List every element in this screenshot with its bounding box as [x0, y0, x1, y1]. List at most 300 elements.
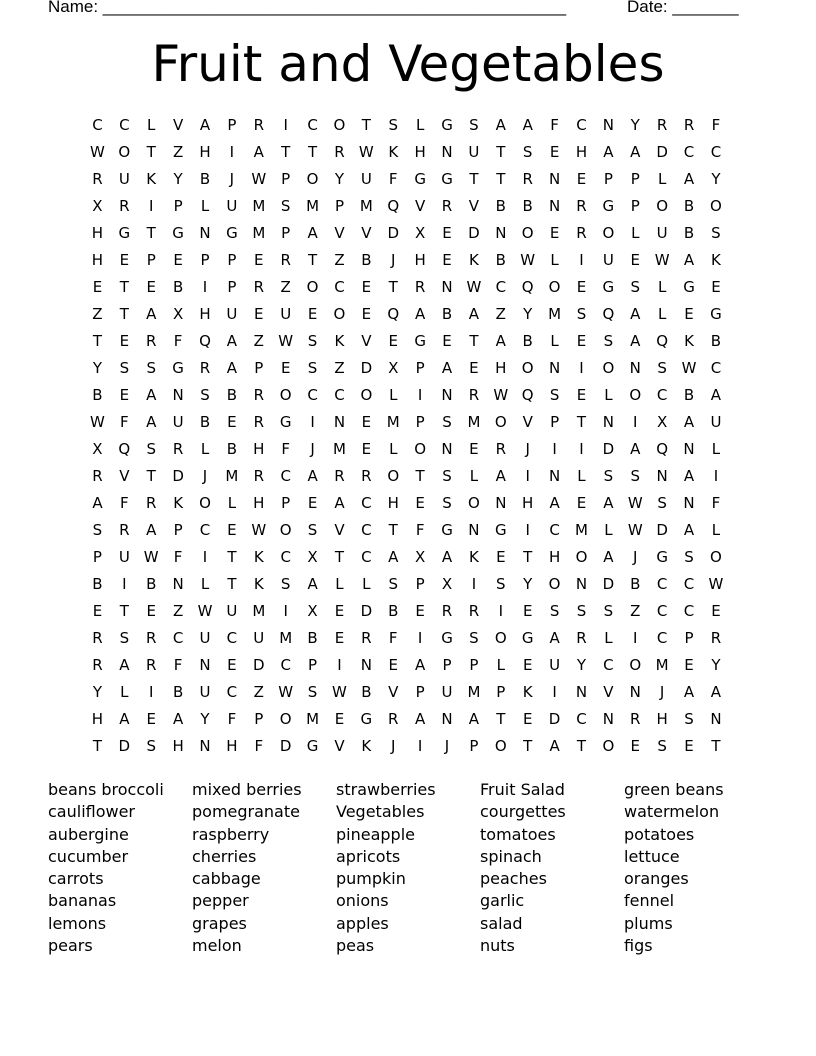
grid-letter: R — [630, 709, 641, 728]
grid-letter: O — [521, 358, 534, 377]
grid-letter: L — [389, 385, 398, 404]
grid-letter: T — [307, 250, 318, 269]
grid-letter: E — [549, 223, 560, 242]
grid-letter: O — [710, 196, 722, 215]
grid-letter: C — [549, 520, 560, 539]
grid-letter: R — [146, 493, 157, 512]
grid-letter: R — [146, 655, 157, 674]
grid-letter: K — [711, 250, 721, 269]
grid-letter: I — [122, 574, 127, 593]
grid-letter: F — [173, 655, 183, 674]
grid-letter: G — [279, 412, 292, 431]
grid-letter: S — [684, 547, 694, 566]
grid-letter: Y — [711, 169, 721, 188]
grid-letter: I — [525, 466, 530, 485]
date-field-label: Date: _______ — [627, 0, 739, 16]
grid-letter: D — [118, 736, 131, 755]
grid-letter: A — [307, 466, 318, 485]
grid-letter: L — [496, 655, 505, 674]
grid-letter: R — [253, 412, 264, 431]
grid-letter: M — [467, 412, 481, 431]
grid-letter: A — [307, 223, 318, 242]
word-list-item: apricots — [336, 846, 401, 866]
grid-letter: S — [549, 601, 560, 620]
word-list-item: melon — [192, 936, 242, 956]
word-list-column — [192, 779, 336, 957]
grid-letter: O — [602, 223, 615, 242]
grid-letter: S — [576, 601, 587, 620]
grid-letter: H — [226, 736, 238, 755]
word-list-item: courgettes — [480, 802, 566, 822]
grid-letter: N — [548, 466, 561, 485]
grid-letter: E — [92, 601, 103, 620]
word-list-item: strawberries — [336, 780, 436, 799]
grid-letter: K — [684, 331, 694, 350]
grid-letter: S — [119, 358, 130, 377]
grid-letter: L — [711, 520, 721, 539]
grid-row — [84, 489, 734, 516]
grid-letter: O — [279, 385, 292, 404]
word-list-column — [480, 779, 624, 957]
grid-letter: E — [576, 493, 587, 512]
grid-letter: B — [199, 169, 211, 188]
grid-letter: C — [334, 385, 345, 404]
grid-letter: T — [388, 520, 398, 539]
grid-letter: E — [334, 628, 345, 647]
grid-row — [84, 219, 734, 246]
grid-letter: R — [334, 142, 345, 161]
grid-letter: F — [711, 493, 721, 512]
grid-letter: R — [92, 655, 103, 674]
grid-letter: M — [386, 412, 400, 431]
grid-letter: Y — [630, 115, 640, 134]
grid-letter: E — [334, 709, 345, 728]
grid-letter: E — [388, 655, 398, 674]
grid-letter: I — [633, 628, 638, 647]
grid-letter: S — [496, 574, 506, 593]
grid-letter: K — [334, 331, 345, 350]
grid-letter: W — [708, 574, 724, 593]
grid-letter: A — [549, 493, 560, 512]
grid-letter: H — [548, 547, 561, 566]
grid-letter: W — [278, 682, 294, 701]
grid-letter: A — [415, 304, 426, 323]
grid-letter: E — [522, 655, 533, 674]
grid-letter: W — [90, 412, 105, 431]
grid-letter: I — [149, 196, 154, 215]
word-list-item: figs — [624, 936, 653, 956]
grid-letter: J — [659, 682, 665, 701]
grid-letter: R — [119, 520, 130, 539]
grid-letter: R — [522, 169, 533, 188]
grid-letter: C — [172, 628, 184, 647]
grid-letter: I — [713, 466, 719, 485]
grid-letter: S — [603, 601, 614, 620]
grid-letter: H — [656, 709, 668, 728]
grid-letter: E — [361, 439, 372, 458]
grid-letter: M — [655, 655, 669, 674]
grid-letter: I — [310, 412, 315, 431]
grid-letter: O — [306, 277, 319, 296]
grid-letter: I — [337, 655, 342, 674]
grid-letter: E — [146, 709, 156, 728]
grid-letter: M — [359, 196, 373, 215]
grid-letter: F — [711, 115, 721, 134]
grid-letter: E — [469, 439, 479, 458]
grid-letter: W — [520, 250, 536, 269]
grid-letter: G — [441, 628, 453, 647]
grid-letter: X — [414, 223, 426, 242]
grid-letter: L — [604, 520, 613, 539]
grid-letter: U — [710, 412, 722, 431]
grid-letter: E — [388, 331, 398, 350]
grid-letter: D — [656, 142, 668, 161]
grid-letter: A — [226, 358, 238, 377]
grid-letter: D — [172, 466, 184, 485]
grid-letter: U — [549, 655, 561, 674]
grid-letter: A — [630, 142, 641, 161]
grid-letter: O — [306, 169, 319, 188]
grid-letter: A — [388, 547, 399, 566]
grid-letter: P — [92, 547, 102, 566]
grid-letter: A — [630, 439, 641, 458]
grid-letter: K — [253, 547, 264, 566]
grid-letter: O — [387, 466, 400, 485]
grid-letter: P — [281, 493, 291, 512]
grid-letter: B — [199, 412, 211, 431]
grid-row — [84, 300, 734, 327]
grid-letter: V — [415, 196, 426, 215]
grid-letter: R — [388, 709, 399, 728]
grid-letter: Q — [521, 277, 534, 296]
grid-letter: L — [657, 304, 667, 323]
grid-letter: S — [630, 466, 641, 485]
grid-letter: W — [197, 601, 213, 620]
grid-letter: E — [119, 250, 130, 269]
grid-letter: B — [683, 223, 695, 242]
grid-letter: D — [602, 574, 615, 593]
grid-letter: T — [496, 142, 506, 161]
grid-letter: N — [172, 385, 184, 404]
grid-letter: U — [199, 682, 211, 701]
grid-letter: I — [202, 547, 208, 566]
grid-letter: M — [252, 196, 266, 215]
grid-letter: M — [467, 682, 481, 701]
grid-letter: N — [333, 412, 346, 431]
word-list-item: pears — [48, 936, 93, 956]
word-list-item: watermelon — [624, 802, 720, 822]
grid-letter: D — [360, 601, 373, 620]
grid-letter: J — [229, 169, 235, 188]
grid-letter: E — [361, 412, 372, 431]
grid-letter: X — [307, 601, 318, 620]
grid-letter: U — [253, 628, 265, 647]
grid-letter: D — [548, 709, 561, 728]
grid-letter: O — [118, 142, 131, 161]
grid-letter: P — [254, 709, 264, 728]
grid-letter: H — [172, 736, 184, 755]
word-list-item: green beans — [624, 780, 724, 799]
grid-letter: N — [683, 493, 695, 512]
grid-letter: I — [202, 277, 208, 296]
grid-letter: E — [522, 601, 533, 620]
grid-row — [84, 732, 734, 759]
grid-letter: U — [199, 628, 211, 647]
grid-letter: G — [172, 358, 184, 377]
grid-letter: H — [199, 142, 211, 161]
grid-letter: Z — [334, 358, 345, 377]
grid-letter: C — [280, 466, 291, 485]
grid-letter: P — [603, 169, 613, 188]
grid-letter: T — [307, 142, 318, 161]
grid-row — [84, 192, 734, 219]
grid-letter: T — [334, 547, 345, 566]
grid-letter: C — [280, 655, 291, 674]
grid-letter: N — [602, 412, 614, 431]
grid-letter: G — [494, 520, 507, 539]
grid-letter: P — [227, 250, 237, 269]
grid-letter: R — [146, 628, 157, 647]
grid-letter: Q — [118, 439, 131, 458]
word-list-item: carrots — [48, 869, 104, 889]
grid-letter: A — [172, 709, 184, 728]
grid-letter: Z — [253, 331, 264, 350]
grid-letter: L — [550, 250, 559, 269]
grid-letter: X — [414, 547, 426, 566]
grid-letter: B — [495, 196, 506, 215]
grid-letter: E — [146, 601, 156, 620]
grid-row — [84, 651, 734, 678]
grid-letter: O — [629, 655, 642, 674]
grid-letter: C — [656, 628, 668, 647]
word-list-item: apples — [336, 913, 389, 933]
grid-letter: P — [254, 358, 264, 377]
grid-letter: Q — [199, 331, 211, 350]
grid-letter: P — [496, 682, 506, 701]
word-list-item: pepper — [192, 891, 249, 911]
word-list-item: onions — [336, 891, 389, 911]
grid-letter: T — [361, 115, 371, 134]
grid-letter: O — [279, 520, 292, 539]
grid-letter: G — [306, 736, 319, 755]
grid-letter: T — [523, 736, 533, 755]
grid-letter: N — [441, 439, 453, 458]
grid-letter: L — [227, 493, 237, 512]
grid-row — [84, 354, 734, 381]
grid-letter: O — [710, 547, 722, 566]
grid-letter: R — [468, 601, 480, 620]
grid-letter: C — [334, 277, 345, 296]
grid-letter: Z — [172, 142, 184, 161]
grid-letter: Y — [92, 682, 103, 701]
grid-letter: K — [468, 547, 479, 566]
grid-letter: Z — [280, 277, 291, 296]
grid-letter: T — [146, 466, 156, 485]
grid-letter: G — [656, 547, 668, 566]
grid-letter: A — [146, 304, 157, 323]
word-list-item: pumpkin — [336, 869, 406, 889]
grid-letter: S — [442, 412, 452, 431]
grid-letter: E — [576, 331, 587, 350]
grid-letter: S — [549, 385, 560, 404]
grid-letter: O — [333, 115, 346, 134]
grid-letter: T — [92, 331, 103, 350]
grid-letter: Q — [387, 196, 400, 215]
grid-letter: I — [525, 520, 530, 539]
grid-letter: N — [656, 466, 668, 485]
grid-letter: E — [711, 277, 721, 296]
grid-letter: C — [280, 547, 291, 566]
grid-letter: N — [629, 358, 641, 377]
grid-letter: R — [119, 196, 130, 215]
grid-letter: E — [576, 169, 587, 188]
grid-letter: F — [227, 709, 237, 728]
grid-letter: R — [576, 223, 587, 242]
grid-letter: N — [495, 493, 507, 512]
grid-letter: A — [495, 331, 506, 350]
grid-letter: Y — [200, 709, 210, 728]
grid-letter: N — [441, 385, 453, 404]
grid-letter: E — [119, 331, 130, 350]
grid-letter: R — [441, 601, 453, 620]
grid-letter: P — [415, 574, 425, 593]
grid-letter: F — [388, 628, 398, 647]
grid-letter: B — [361, 682, 372, 701]
grid-letter: E — [576, 277, 587, 296]
grid-letter: C — [683, 601, 695, 620]
grid-letter: K — [361, 736, 372, 755]
grid-letter: G — [602, 196, 615, 215]
grid-letter: A — [468, 304, 480, 323]
grid-letter: X — [172, 304, 184, 323]
grid-letter: A — [710, 385, 722, 404]
grid-letter: D — [602, 439, 615, 458]
grid-letter: G — [602, 277, 615, 296]
grid-letter: V — [388, 682, 399, 701]
grid-letter: Y — [173, 169, 183, 188]
grid-letter: E — [254, 304, 264, 323]
grid-letter: T — [146, 223, 156, 242]
grid-letter: E — [442, 250, 452, 269]
grid-letter: R — [253, 277, 264, 296]
grid-letter: I — [552, 682, 557, 701]
grid-letter: N — [199, 223, 211, 242]
grid-letter: L — [415, 115, 425, 134]
grid-letter: E — [227, 520, 237, 539]
grid-letter: J — [391, 250, 396, 269]
grid-letter: O — [494, 736, 507, 755]
grid-letter: O — [629, 385, 642, 404]
grid-letter: M — [306, 196, 320, 215]
grid-letter: E — [415, 601, 425, 620]
grid-letter: O — [199, 493, 211, 512]
grid-letter: C — [576, 115, 587, 134]
grid-letter: V — [361, 223, 372, 242]
grid-letter: R — [172, 439, 184, 458]
grid-letter: N — [683, 439, 695, 458]
grid-letter: E — [684, 655, 694, 674]
grid-letter: U — [280, 304, 292, 323]
grid-letter: H — [414, 142, 426, 161]
grid-row — [84, 408, 734, 435]
word-list-item: Vegetables — [336, 802, 425, 822]
grid-letter: E — [469, 358, 479, 377]
grid-letter: T — [469, 169, 479, 188]
grid-letter: Z — [253, 682, 264, 701]
grid-letter: N — [199, 736, 211, 755]
grid-letter: W — [332, 682, 347, 701]
grid-letter: R — [92, 628, 103, 647]
grid-letter: O — [521, 223, 534, 242]
grid-letter: Z — [172, 601, 184, 620]
grid-letter: R — [576, 196, 587, 215]
grid-letter: A — [683, 682, 695, 701]
grid-letter: K — [173, 493, 184, 512]
grid-letter: A — [683, 520, 695, 539]
grid-letter: U — [226, 601, 238, 620]
grid-letter: S — [657, 736, 667, 755]
grid-letter: U — [226, 304, 238, 323]
grid-letter: G — [118, 223, 131, 242]
word-list-item: salad — [480, 913, 523, 933]
grid-letter: E — [496, 547, 506, 566]
grid-letter: O — [333, 304, 346, 323]
word-list-item: nuts — [480, 936, 515, 956]
grid-letter: P — [308, 655, 318, 674]
grid-letter: A — [683, 169, 695, 188]
grid-letter: H — [387, 493, 399, 512]
grid-letter: E — [146, 277, 156, 296]
grid-letter: B — [710, 331, 722, 350]
grid-letter: S — [657, 358, 667, 377]
grid-letter: N — [441, 142, 453, 161]
grid-letter: A — [630, 304, 641, 323]
grid-letter: M — [279, 628, 293, 647]
grid-row — [84, 138, 734, 165]
word-list-item: spinach — [480, 846, 542, 866]
grid-letter: S — [119, 628, 130, 647]
grid-letter: J — [525, 439, 530, 458]
grid-letter: F — [173, 547, 183, 566]
grid-letter: P — [334, 196, 344, 215]
grid-letter: Z — [334, 250, 345, 269]
grid-letter: N — [548, 196, 561, 215]
grid-letter: H — [253, 493, 265, 512]
grid-letter: G — [172, 223, 184, 242]
grid-letter: B — [172, 277, 184, 296]
word-list-item: cabbage — [192, 869, 261, 889]
grid-letter: C — [361, 520, 372, 539]
grid-letter: I — [579, 250, 584, 269]
grid-letter: P — [469, 736, 479, 755]
grid-letter: P — [173, 196, 183, 215]
grid-letter: P — [630, 169, 640, 188]
grid-letter: Q — [387, 304, 400, 323]
word-list-item: pomegranate — [192, 802, 300, 822]
grid-letter: S — [200, 385, 210, 404]
grid-letter: T — [496, 709, 506, 728]
grid-letter: V — [468, 196, 480, 215]
grid-letter: G — [441, 520, 453, 539]
grid-letter: C — [576, 709, 587, 728]
grid-letter: V — [172, 115, 184, 134]
grid-letter: F — [281, 439, 290, 458]
grid-letter: O — [279, 709, 292, 728]
grid-letter: F — [254, 736, 264, 755]
grid-letter: A — [603, 493, 614, 512]
grid-letter: R — [576, 628, 587, 647]
grid-letter: W — [90, 142, 105, 161]
